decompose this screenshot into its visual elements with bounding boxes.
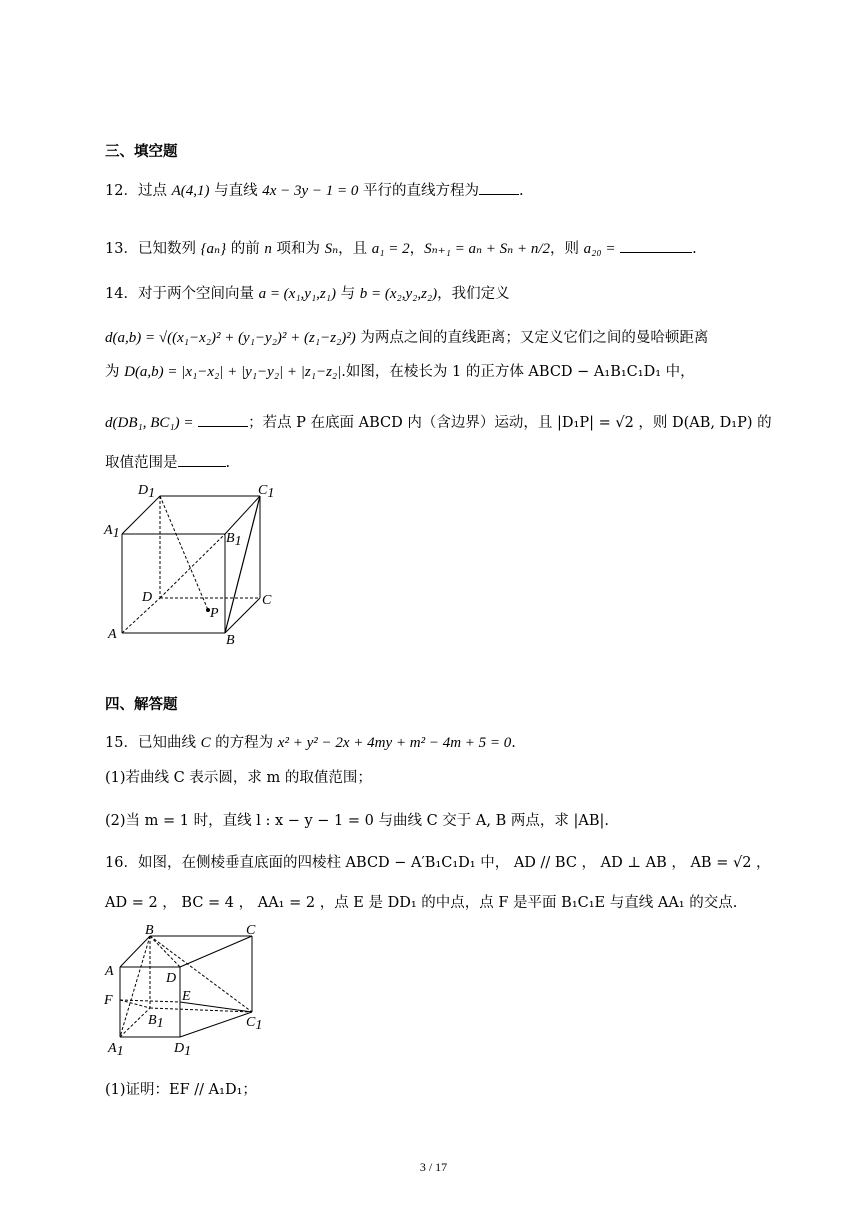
label-F: F bbox=[104, 993, 113, 1008]
q13-seq: {aₙ} bbox=[200, 241, 227, 257]
question-14-line5 bbox=[105, 452, 230, 473]
question-14-line3 bbox=[105, 362, 695, 382]
q13-n: n bbox=[264, 241, 272, 257]
label-B: B bbox=[145, 923, 154, 938]
cube-figure bbox=[100, 478, 290, 648]
q13-a1: a₁ = 2 bbox=[371, 241, 410, 257]
q14-end: . bbox=[225, 455, 231, 471]
question-15-part1: (1)若曲线 C 表示圆，求 m 的取值范围； bbox=[105, 770, 372, 786]
label-D1: D1 bbox=[174, 1041, 192, 1059]
q13-text2: 项和为 bbox=[271, 241, 325, 257]
label-A: A bbox=[108, 627, 117, 642]
q12-line: 4x − 3y − 1 = 0 bbox=[262, 183, 359, 199]
q14-text4: 为 bbox=[105, 364, 125, 380]
label-D1: D1 bbox=[138, 483, 156, 501]
label-P: P bbox=[210, 606, 219, 621]
label-E: E bbox=[182, 989, 191, 1004]
answer-blank bbox=[198, 412, 248, 427]
label-C1: C1 bbox=[258, 483, 275, 501]
label-B: B bbox=[226, 633, 235, 648]
q14-text3: 为两点之间的直线距离；又定义它们之间的曼哈顿距离 bbox=[355, 330, 709, 346]
q15-end: . bbox=[511, 735, 516, 751]
q14-d-formula: d(a,b) = √((x₁−x₂)² + (y₁−y₂)² + (z₁−z₂)²) bbox=[105, 330, 356, 346]
section-title-fill-in: 三、填空题 bbox=[105, 143, 178, 160]
label-C1: C1 bbox=[246, 1015, 263, 1033]
q15-curve: C bbox=[200, 735, 211, 751]
q14-text5: .如图，在棱长为 1 的正方体 ABCD − A₁B₁C₁D₁ 中， bbox=[341, 364, 695, 380]
q13-relation: Sₙ₊₁ = aₙ + Sₙ + n/2 bbox=[424, 241, 551, 257]
q13-sn: Sₙ bbox=[324, 241, 339, 257]
question-16-line2: AD = 2 ， BC = 4 ， AA₁ = 2 ，点 E 是 DD₁ 的中点，点 F 是平面 B₁C₁E 与直线 AA₁ 的交点. bbox=[105, 895, 738, 911]
q13-text5: ，则 bbox=[550, 241, 584, 257]
label-C: C bbox=[262, 593, 272, 608]
q12-end: . bbox=[518, 183, 524, 199]
question-14-line1 bbox=[105, 284, 510, 304]
q14-D-formula: D(a,b) = |x₁−x₂| + |y₁−y₂| + |z₁−z₂| bbox=[124, 364, 342, 380]
label-C: C bbox=[246, 923, 256, 938]
label-B1: B1 bbox=[226, 531, 242, 549]
q13-number: 13．已知数列 bbox=[105, 241, 201, 257]
q12-text: 与直线 bbox=[209, 183, 263, 199]
q13-end: . bbox=[692, 241, 697, 257]
q14-text6: ；若点 P 在底面 ABCD 内（含边界）运动，且 |D₁P| = √2 ，则 D(AB, D₁P) 的 bbox=[248, 415, 772, 431]
q12-point: A(4,1) bbox=[171, 183, 210, 199]
question-13 bbox=[105, 238, 697, 259]
question-14-line4 bbox=[105, 412, 772, 433]
q14-vector-b: b = (x₂,y₂,z₂) bbox=[359, 286, 438, 302]
question-14-line2 bbox=[105, 328, 708, 348]
prism-figure bbox=[100, 922, 275, 1062]
answer-blank bbox=[178, 452, 226, 467]
label-D: D bbox=[166, 971, 177, 986]
answer-blank bbox=[620, 238, 692, 253]
question-15-line1 bbox=[105, 733, 516, 753]
question-16-line1: 16．如图，在侧棱垂直底面的四棱柱 ABCD − A′B₁C₁D₁ 中， AD // BC ， AD ⊥ AB ， AB = √2 ， bbox=[105, 855, 771, 871]
q12-number: 12．过点 bbox=[105, 183, 172, 199]
q15-number: 15．已知曲线 bbox=[105, 735, 201, 751]
question-15-part2: (2)当 m = 1 时，直线 l : x − y − 1 = 0 与曲线 C 交于 A, B 两点，求 |AB|. bbox=[105, 813, 609, 829]
q13-text4: ， bbox=[409, 241, 425, 257]
label-A1: A1 bbox=[104, 523, 120, 541]
q14-text2: ，我们定义 bbox=[437, 286, 510, 302]
q13-a20: a₂₀ = bbox=[583, 241, 616, 257]
page-number: 3 / 17 bbox=[419, 1160, 448, 1174]
q15-equation: x² + y² − 2x + 4my + m² − 4m + 5 = 0 bbox=[277, 735, 512, 751]
q14-vector-a: a = (x₁,y₁,z₁) bbox=[258, 286, 336, 302]
q15-text: 的方程为 bbox=[210, 735, 278, 751]
label-A: A bbox=[105, 964, 114, 979]
answer-blank bbox=[479, 180, 519, 195]
label-A1: A1 bbox=[108, 1041, 124, 1059]
q12-text2: 平行的直线方程为 bbox=[358, 183, 479, 199]
label-D: D bbox=[142, 590, 153, 605]
q14-number: 14．对于两个空间向量 bbox=[105, 286, 259, 302]
q13-text3: ，且 bbox=[338, 241, 372, 257]
q14-text: 与 bbox=[335, 286, 360, 302]
question-12 bbox=[105, 180, 524, 201]
q14-text7: 取值范围是 bbox=[105, 455, 178, 471]
q14-d-expr: d(DB₁, BC₁) = bbox=[105, 415, 194, 431]
section-title-solutions: 四、解答题 bbox=[105, 696, 178, 713]
question-16-part1: (1)证明：EF // A₁D₁； bbox=[105, 1082, 257, 1098]
label-B1: B1 bbox=[148, 1013, 164, 1031]
q13-text: 的前 bbox=[226, 241, 265, 257]
